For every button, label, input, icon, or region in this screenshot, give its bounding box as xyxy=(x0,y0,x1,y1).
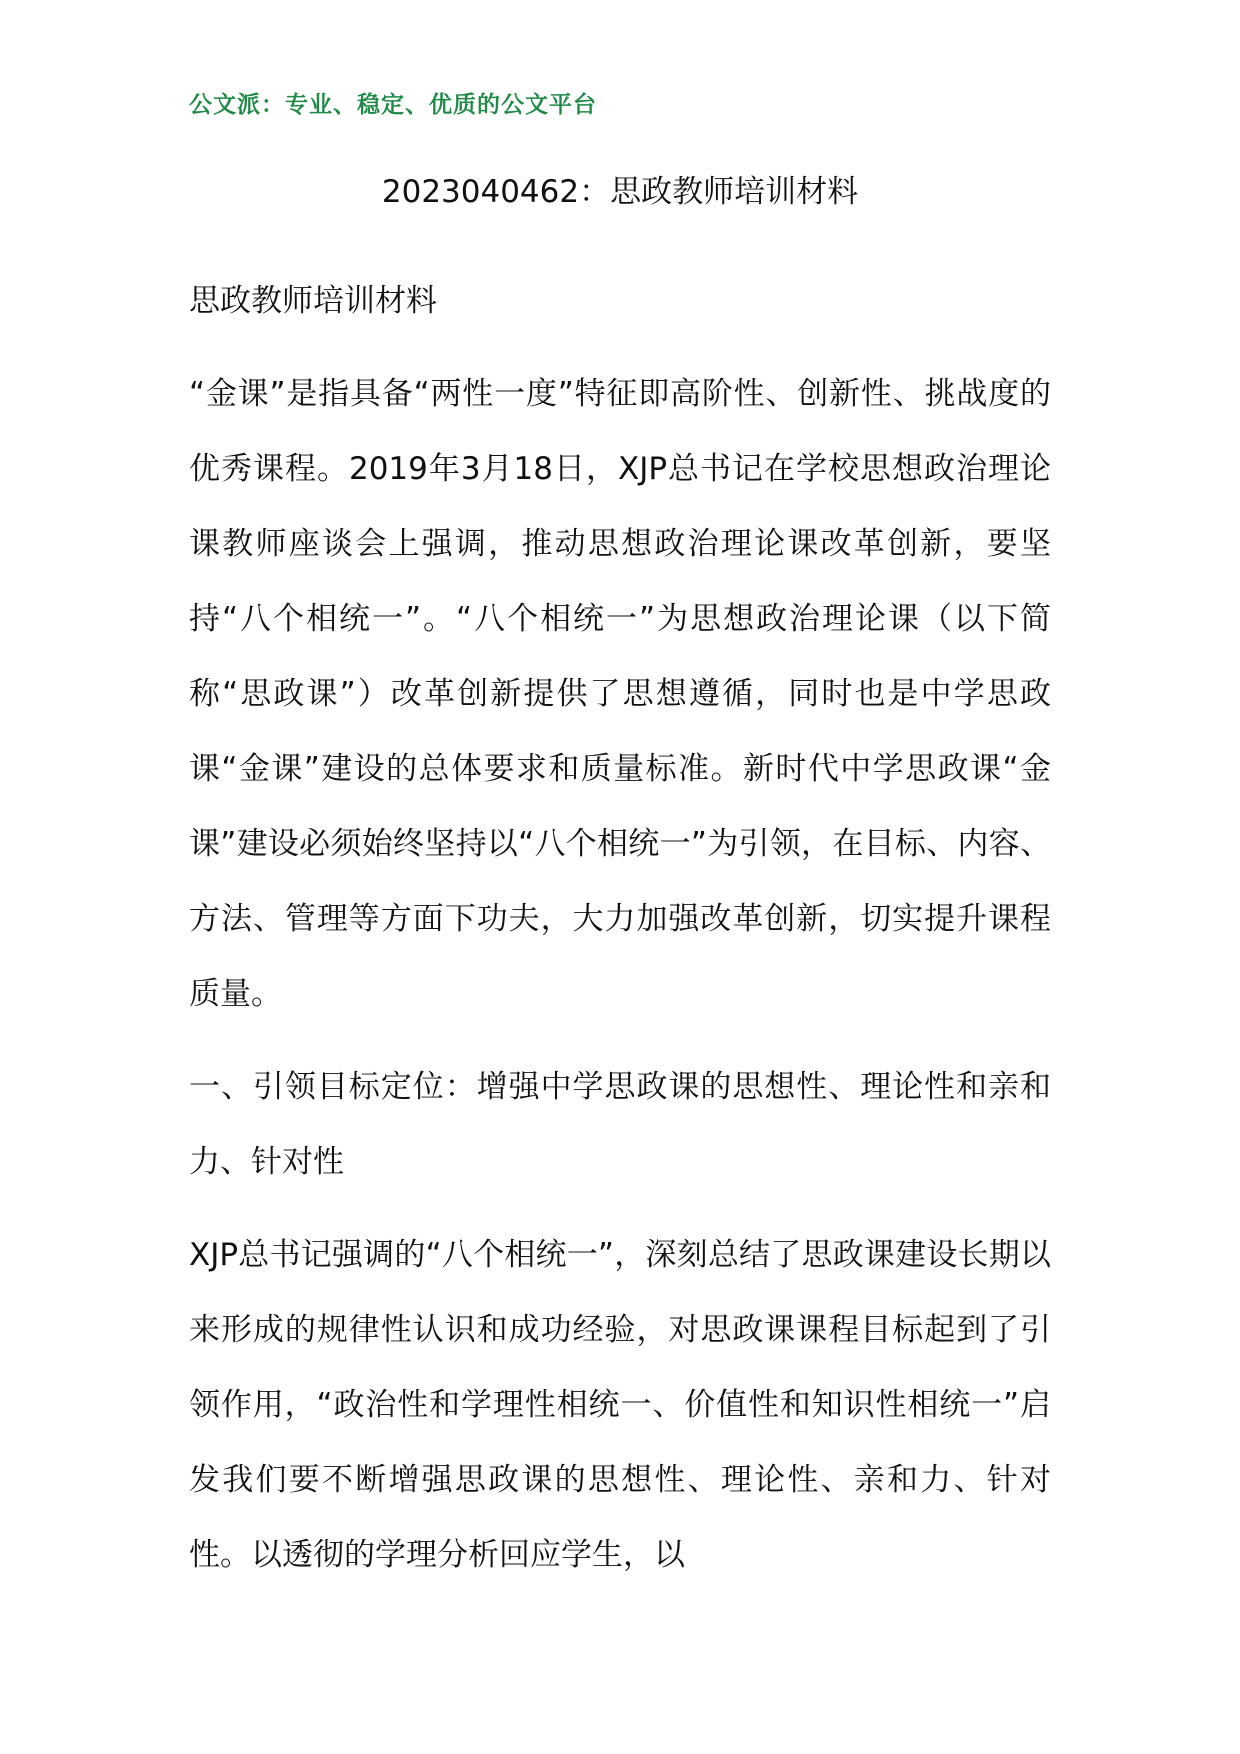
document-subtitle: 思政教师培训材料 xyxy=(189,283,437,319)
document-title: 2023040462：思政教师培训材料 xyxy=(381,174,859,210)
section-1-paragraph: XJP总书记强调的“八个相统一”，深刻总结了思政课建设长期以来形成的规律性认识和成功经验，对思政课课程目标起到了引领作用，“政治性和学理性相统一、价值性和知识性相统一”启发我们要不断增强思政课的思想性、理论性、亲和力、针对性。以透彻的学理分析回应学生，以 xyxy=(189,1237,1051,1573)
platform-banner: 公文派：专业、稳定、优质的公文平台 xyxy=(189,92,597,118)
intro-paragraph: “金课”是指具备“两性一度”特征即高阶性、创新性、挑战度的优秀课程。2019年3月18日，XJP总书记在学校思想政治理论课教师座谈会上强调，推动思想政治理论课改革创新，要坚持“八个相统一”。“八个相统一”为思想政治理论课（以下简称“思政课”）改革创新提供了思想遵循，同时也是中学思政课“金课”建设的总体要求和质量标准。新时代中学思政课“金课”建设必须始终坚持以“八个相统一”为引领，在目标、内容、方法、管理等方面下功夫，大力加强改革创新，切实提升课程质量。 xyxy=(189,376,1051,1012)
document-body xyxy=(189,264,1051,1593)
section-heading-1: 一、引领目标定位：增强中学思政课的思想性、理论性和亲和力、针对性 xyxy=(189,1069,1051,1180)
